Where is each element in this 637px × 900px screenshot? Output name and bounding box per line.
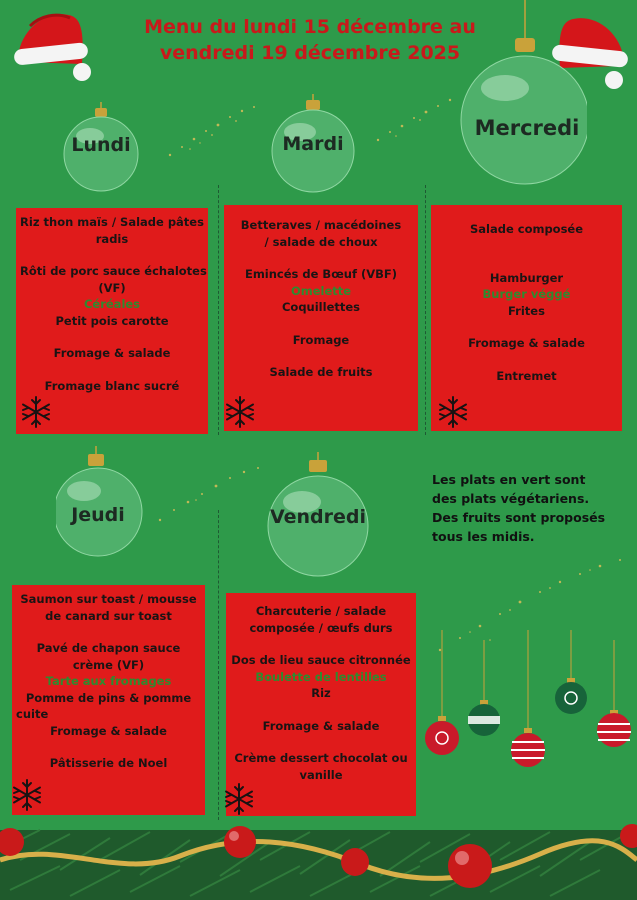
note-line-2: des plats végétariens. — [432, 491, 590, 506]
ornament-mardi — [270, 94, 356, 194]
menu-item: radis — [95, 231, 129, 246]
menu-item: / salade de choux — [264, 234, 378, 249]
column-divider — [425, 185, 426, 435]
menu-item-vegetarian: Burger véggé — [482, 287, 571, 301]
menu-spacer — [435, 352, 618, 368]
christmas-bauble-icon — [468, 700, 500, 736]
day-label-lundi: Lundi — [71, 134, 131, 156]
menu-item: Riz — [311, 686, 331, 700]
menu-item-vegetarian: Céréales — [83, 297, 141, 311]
snowflake-icon — [19, 395, 53, 429]
menu-item: composée / œufs durs — [249, 620, 393, 635]
menu-item: Charcuterie / salade — [255, 604, 387, 618]
snowflake-icon — [436, 395, 470, 429]
menu-item: vanille — [299, 767, 343, 782]
day-label-vendredi: Vendredi — [269, 506, 367, 528]
menu-item: Fromage blanc sucré — [44, 378, 180, 393]
gold-sparkle-trail — [160, 95, 270, 165]
menu-spacer — [230, 636, 412, 652]
menu-item: Riz thon maïs / Salade pâtes — [20, 215, 204, 229]
menu-spacer — [20, 329, 204, 345]
menu-spacer — [435, 238, 618, 254]
menu-item-vegetarian: Omelette — [290, 283, 352, 298]
gold-sparkle-trail — [150, 460, 270, 530]
menu-item: Petit pois carotte — [55, 313, 169, 328]
menu-item: Crème dessert chocolat ou — [234, 751, 408, 765]
menu-spacer — [435, 254, 618, 270]
menu-spacer — [20, 362, 204, 378]
menu-item-vegetarian: Boulette de lentilles — [255, 669, 387, 684]
menu-item: Salade de fruits — [269, 365, 373, 379]
menu-item: Salade composée — [469, 222, 584, 236]
menu-item: Pomme de pins & pomme — [25, 690, 192, 705]
menu-item: de canard sur toast — [45, 608, 172, 623]
day-label-jeudi: Jeudi — [71, 504, 125, 526]
menu-item: Fromage & salade — [468, 336, 585, 350]
note-line-4: tous les midis. — [432, 529, 535, 544]
christmas-bauble-icon — [457, 0, 587, 190]
menu-spacer — [228, 316, 414, 332]
title-line-2: vendredi 19 décembre 2025 — [159, 42, 461, 64]
christmas-bauble-icon — [555, 678, 587, 714]
menu-spacer — [228, 348, 414, 364]
ornament-mercredi — [457, 0, 587, 190]
menu-item: Betteraves / macédoines — [240, 218, 402, 232]
menu-item: Pavé de chapon sauce — [36, 641, 181, 655]
page-title — [110, 14, 510, 66]
hanging-ornaments-decoration — [420, 630, 635, 780]
menu-item: Coquillettes — [281, 300, 361, 314]
santa-hat-icon-left — [10, 6, 96, 86]
menu-item: Dos de lieu sauce citronnée — [231, 653, 411, 667]
menu-item: Entremet — [496, 368, 557, 383]
note-line-3: Des fruits sont proposés — [432, 510, 606, 525]
menu-item-vegetarian: Tarte aux fromages — [45, 674, 172, 688]
christmas-bauble-icon — [597, 710, 631, 747]
day-label-mardi: Mardi — [282, 133, 344, 155]
menu-item: Fromage & salade — [262, 718, 380, 733]
menu-item: cuite — [16, 707, 49, 721]
menu-item: Emincés de Bœuf (VBF) — [244, 267, 398, 281]
menu-item: Saumon sur toast / mousse — [20, 592, 197, 606]
menu-spacer — [20, 247, 204, 263]
ornament-lundi — [62, 102, 140, 192]
menu-spacer — [435, 319, 618, 335]
snowflake-icon — [223, 395, 257, 429]
ornament-jeudi — [56, 446, 152, 558]
christmas-bauble-icon — [511, 728, 545, 767]
menu-spacer — [230, 702, 412, 718]
pine-garland — [0, 820, 637, 900]
gold-sparkle-trail — [370, 90, 470, 150]
menu-item: Rôti de porc sauce échalotes — [20, 264, 207, 278]
menu-item: Frites — [508, 303, 545, 318]
note-line-1: Les plats en vert sont — [432, 472, 586, 487]
vegetarian-note — [432, 470, 632, 546]
title-line-1: Menu du lundi 15 décembre au — [144, 16, 476, 38]
column-divider — [218, 185, 219, 435]
menu-spacer — [230, 734, 412, 750]
snowflake-icon — [10, 778, 44, 812]
menu-item: Pâtisserie de Noel — [49, 756, 168, 770]
ornament-vendredi — [262, 452, 374, 578]
menu-spacer — [16, 739, 201, 755]
menu-item: crème (VF) — [72, 657, 145, 672]
menu-item: Fromage & salade — [53, 346, 171, 360]
menu-item: Hamburger — [489, 270, 564, 285]
christmas-bauble-icon — [56, 446, 152, 558]
snowflake-icon — [222, 782, 256, 816]
menu-spacer — [228, 250, 414, 266]
column-divider — [218, 510, 219, 820]
christmas-bauble-icon — [425, 716, 459, 755]
menu-spacer — [16, 624, 201, 640]
menu-item: Fromage & salade — [50, 723, 167, 738]
day-label-mercredi: Mercredi — [474, 116, 580, 140]
menu-item: Fromage — [292, 332, 350, 347]
menu-item: (VF) — [98, 280, 126, 295]
